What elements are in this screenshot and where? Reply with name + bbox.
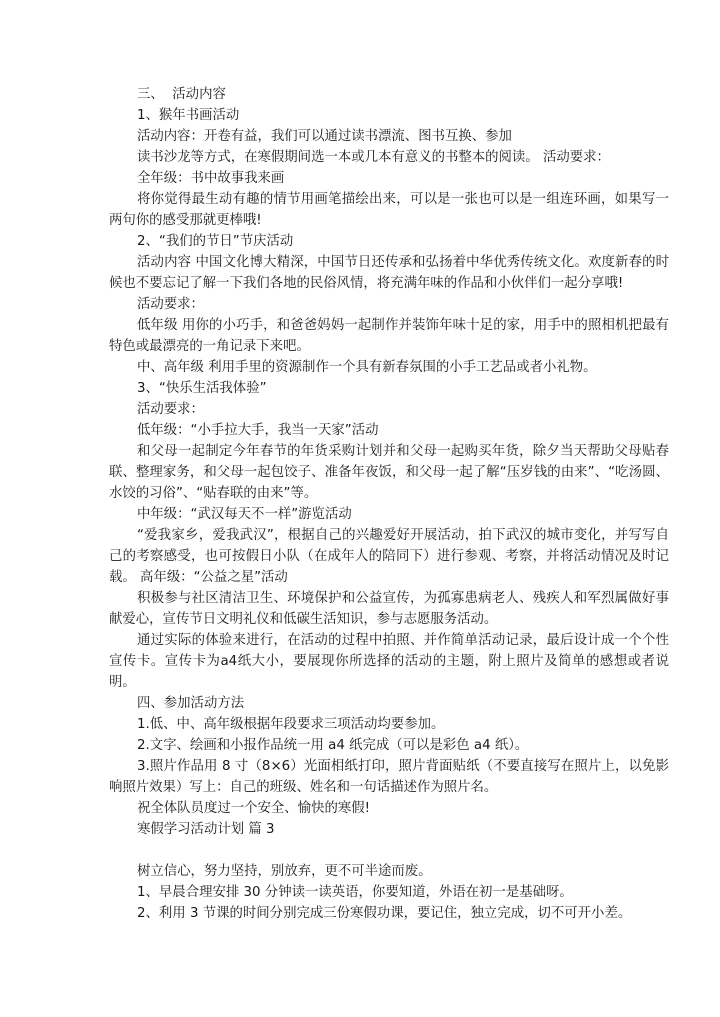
mid-grade-3-description: “爱我家乡，爱我武汉”，根据自己的兴趣爱好开展活动，拍下武汉的城市变化，并写写自己的考察感受，也可按假日小队（在成年人的陪同下）进行参观、考察，并将活动情况及时记载。 高年级：“公益之星”活动 <box>109 528 669 585</box>
mid-grade-3-title: 中年级：“武汉每天不一样”游览活动 <box>137 507 352 522</box>
method-1: 1.低、中、高年级根据年段要求三项活动均要参加。 <box>137 717 445 732</box>
item3-requirements-label: 活动要求： <box>137 402 204 417</box>
plan3-motto: 树立信心，努力坚持，别放弃，更不可半途而废。 <box>137 864 432 879</box>
section4-heading: 四、参加活动方法 <box>137 696 245 711</box>
grade-all-title: 全年级：书中故事我来画 <box>137 171 285 186</box>
experience-description: 通过实际的体验来进行，在活动的过程中拍照、并作简单活动记录，最后设计成一个个性宣传卡。宣传卡为a4纸大小，要展现你所选择的活动的主题，附上照片及简单的感想或者说明。 <box>109 633 669 690</box>
item2-requirements-label: 活动要求： <box>137 297 204 312</box>
grade-all-description: 将你觉得最生动有趣的情节用画笔描绘出来，可以是一张也可以是一组连环画，如果写一两句你的感受那就更棒哦! <box>109 192 669 228</box>
item2-content: 活动内容 中国文化博大精深，中国节日还传承和弘扬着中华优秀传统文化。欢度新春的时候也不要忘记了解一下我们各地的民俗风情，将充满年味的作品和小伙伴们一起分享哦! <box>109 255 669 291</box>
mid-high-grade-2-description: 中、高年级 利用手里的资源制作一个具有新春氛围的小手工艺品或者小礼物。 <box>137 360 597 375</box>
item2-title: 2、“我们的节日”节庆活动 <box>137 234 294 249</box>
plan3-title: 寒假学习活动计划 篇 3 <box>137 822 275 837</box>
item3-title: 3、“快乐生活我体验” <box>137 381 267 396</box>
item1-content-line: 活动内容：开卷有益，我们可以通过读书漂流、图书互换、参加 <box>137 129 512 144</box>
high-grade-3-description: 积极参与社区清洁卫生、环境保护和公益宣传，为孤寡患病老人、残疾人和军烈属做好事献爱心，宣传节日文明礼仪和低碳生活知识，参与志愿服务活动。 <box>109 591 669 627</box>
plan3-item-2: 2、利用 3 节课的时间分别完成三份寒假功课，要记住，独立完成，切不可开小差。 <box>137 906 632 921</box>
method-2: 2.文字、绘画和小报作品统一用 a4 纸完成（可以是彩色 a4 纸）。 <box>137 738 529 753</box>
document-page <box>109 84 669 924</box>
item1-content-paragraph: 读书沙龙等方式，在寒假期间选一本或几本有意义的书整本的阅读。 活动要求： <box>137 150 610 165</box>
section3-heading: 三、 活动内容 <box>137 87 226 102</box>
plan3-item-1: 1、早晨合理安排 30 分钟读一读英语，你要知道，外语在初一是基础呀。 <box>137 885 573 900</box>
blank-line <box>109 840 669 861</box>
method-3: 3.照片作品用 8 寸（8×6）光面相纸打印，照片背面贴纸（不要直接写在照片上，以免影响照片效果）写上：自己的班级、姓名和一句话描述作为照片名。 <box>109 759 669 795</box>
low-grade-3-title: 低年级：“小手拉大手，我当一天家”活动 <box>137 423 379 438</box>
low-grade-3-description: 和父母一起制定今年春节的年货采购计划并和父母一起购买年货，除夕当天帮助父母贴春联、整理家务，和父母一起包饺子、准备年夜饭，和父母一起了解“压岁钱的由来”、“吃汤圆、水饺的习俗”、“贴春联的由来”等。 <box>109 444 669 501</box>
low-grade-2-description: 低年级 用你的小巧手，和爸爸妈妈一起制作并装饰年味十足的家，用手中的照相机把最有特色或最漂亮的一角记录下来吧。 <box>109 318 669 354</box>
item1-title: 1、猴年书画活动 <box>137 108 240 123</box>
closing-wish: 祝全体队员度过一个安全、愉快的寒假! <box>137 801 371 816</box>
